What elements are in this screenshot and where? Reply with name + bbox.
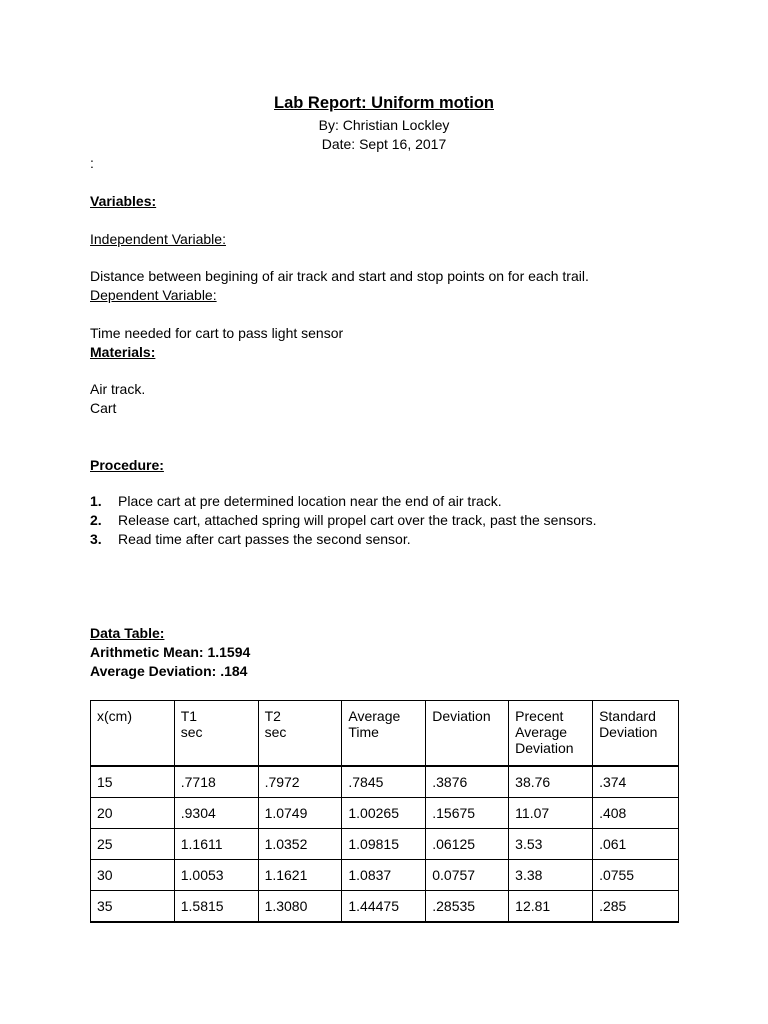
table-cell: 30 [91, 860, 175, 891]
table-cell: 1.5815 [174, 891, 258, 923]
table-cell: 15 [91, 766, 175, 798]
column-header: Deviation [426, 701, 509, 767]
table-cell: .9304 [174, 798, 258, 829]
column-header: T2 sec [258, 701, 342, 767]
procedure-step [90, 492, 502, 510]
procedure-step [90, 511, 597, 529]
table-cell: .0755 [593, 860, 679, 891]
table-cell: 1.1611 [174, 829, 258, 860]
table-row [91, 798, 679, 829]
table-cell: .7718 [174, 766, 258, 798]
table-cell: 1.0749 [258, 798, 342, 829]
average-deviation: Average Deviation: .184 [90, 663, 248, 679]
table-cell: .3876 [426, 766, 509, 798]
independent-variable-text: Distance between begining of air track and start and stop points on for each trail. [90, 268, 589, 284]
dependent-variable-text: Time needed for cart to pass light sensor [90, 325, 344, 341]
report-author: By: Christian Lockley [318, 117, 450, 133]
procedure-step [90, 530, 411, 548]
step-text: Place cart at pre determined location near the end of air track. [118, 493, 502, 509]
table-cell: 1.44475 [342, 891, 426, 923]
report-date: Date: Sept 16, 2017 [321, 136, 447, 152]
variables-heading: Variables: [90, 193, 157, 209]
table-row [91, 891, 679, 923]
table-cell: 1.1621 [258, 860, 342, 891]
stray-colon: : [90, 155, 94, 171]
table-cell: 1.0837 [342, 860, 426, 891]
step-number: 2. [90, 512, 102, 528]
step-number: 3. [90, 531, 102, 547]
procedure-heading: Procedure: [90, 457, 164, 473]
column-header: x(cm) [91, 701, 175, 767]
table-cell: .285 [593, 891, 679, 923]
table-cell: .15675 [426, 798, 509, 829]
report-title: Lab Report: Uniform motion [274, 94, 494, 112]
table-cell: 1.3080 [258, 891, 342, 923]
dependent-variable-label: Dependent Variable: [90, 287, 217, 303]
table-cell: .06125 [426, 829, 509, 860]
column-header: Standard Deviation [593, 701, 679, 767]
table-cell: 38.76 [509, 766, 593, 798]
table-row [91, 829, 679, 860]
material-item: Air track. [90, 381, 146, 397]
step-text: Read time after cart passes the second sensor. [118, 531, 411, 547]
data-table-heading: Data Table: [90, 625, 165, 641]
table-cell: .7972 [258, 766, 342, 798]
table-cell: 35 [91, 891, 175, 923]
table-row [91, 860, 679, 891]
table-cell: 11.07 [509, 798, 593, 829]
column-header: Average Time [342, 701, 426, 767]
materials-heading: Materials: [90, 344, 156, 360]
data-table [90, 700, 679, 923]
table-header-row [91, 701, 679, 767]
table-row [91, 766, 679, 798]
table-cell: .7845 [342, 766, 426, 798]
table-cell: .28535 [426, 891, 509, 923]
step-number: 1. [90, 493, 102, 509]
material-item: Cart [90, 400, 117, 416]
table-cell: 3.53 [509, 829, 593, 860]
table-cell: .374 [593, 766, 679, 798]
table-cell: .061 [593, 829, 679, 860]
table-cell: 25 [91, 829, 175, 860]
table-cell: 1.0352 [258, 829, 342, 860]
step-text: Release cart, attached spring will propel cart over the track, past the sensors. [118, 512, 597, 528]
table-cell: 0.0757 [426, 860, 509, 891]
table-cell: 12.81 [509, 891, 593, 923]
column-header: T1 sec [174, 701, 258, 767]
table-cell: 3.38 [509, 860, 593, 891]
table-cell: 1.09815 [342, 829, 426, 860]
table-cell: 1.0053 [174, 860, 258, 891]
table-cell: .408 [593, 798, 679, 829]
arithmetic-mean: Arithmetic Mean: 1.1594 [90, 644, 251, 660]
column-header: Precent Average Deviation [509, 701, 593, 767]
independent-variable-label: Independent Variable: [90, 231, 226, 247]
table-cell: 20 [91, 798, 175, 829]
table-cell: 1.00265 [342, 798, 426, 829]
